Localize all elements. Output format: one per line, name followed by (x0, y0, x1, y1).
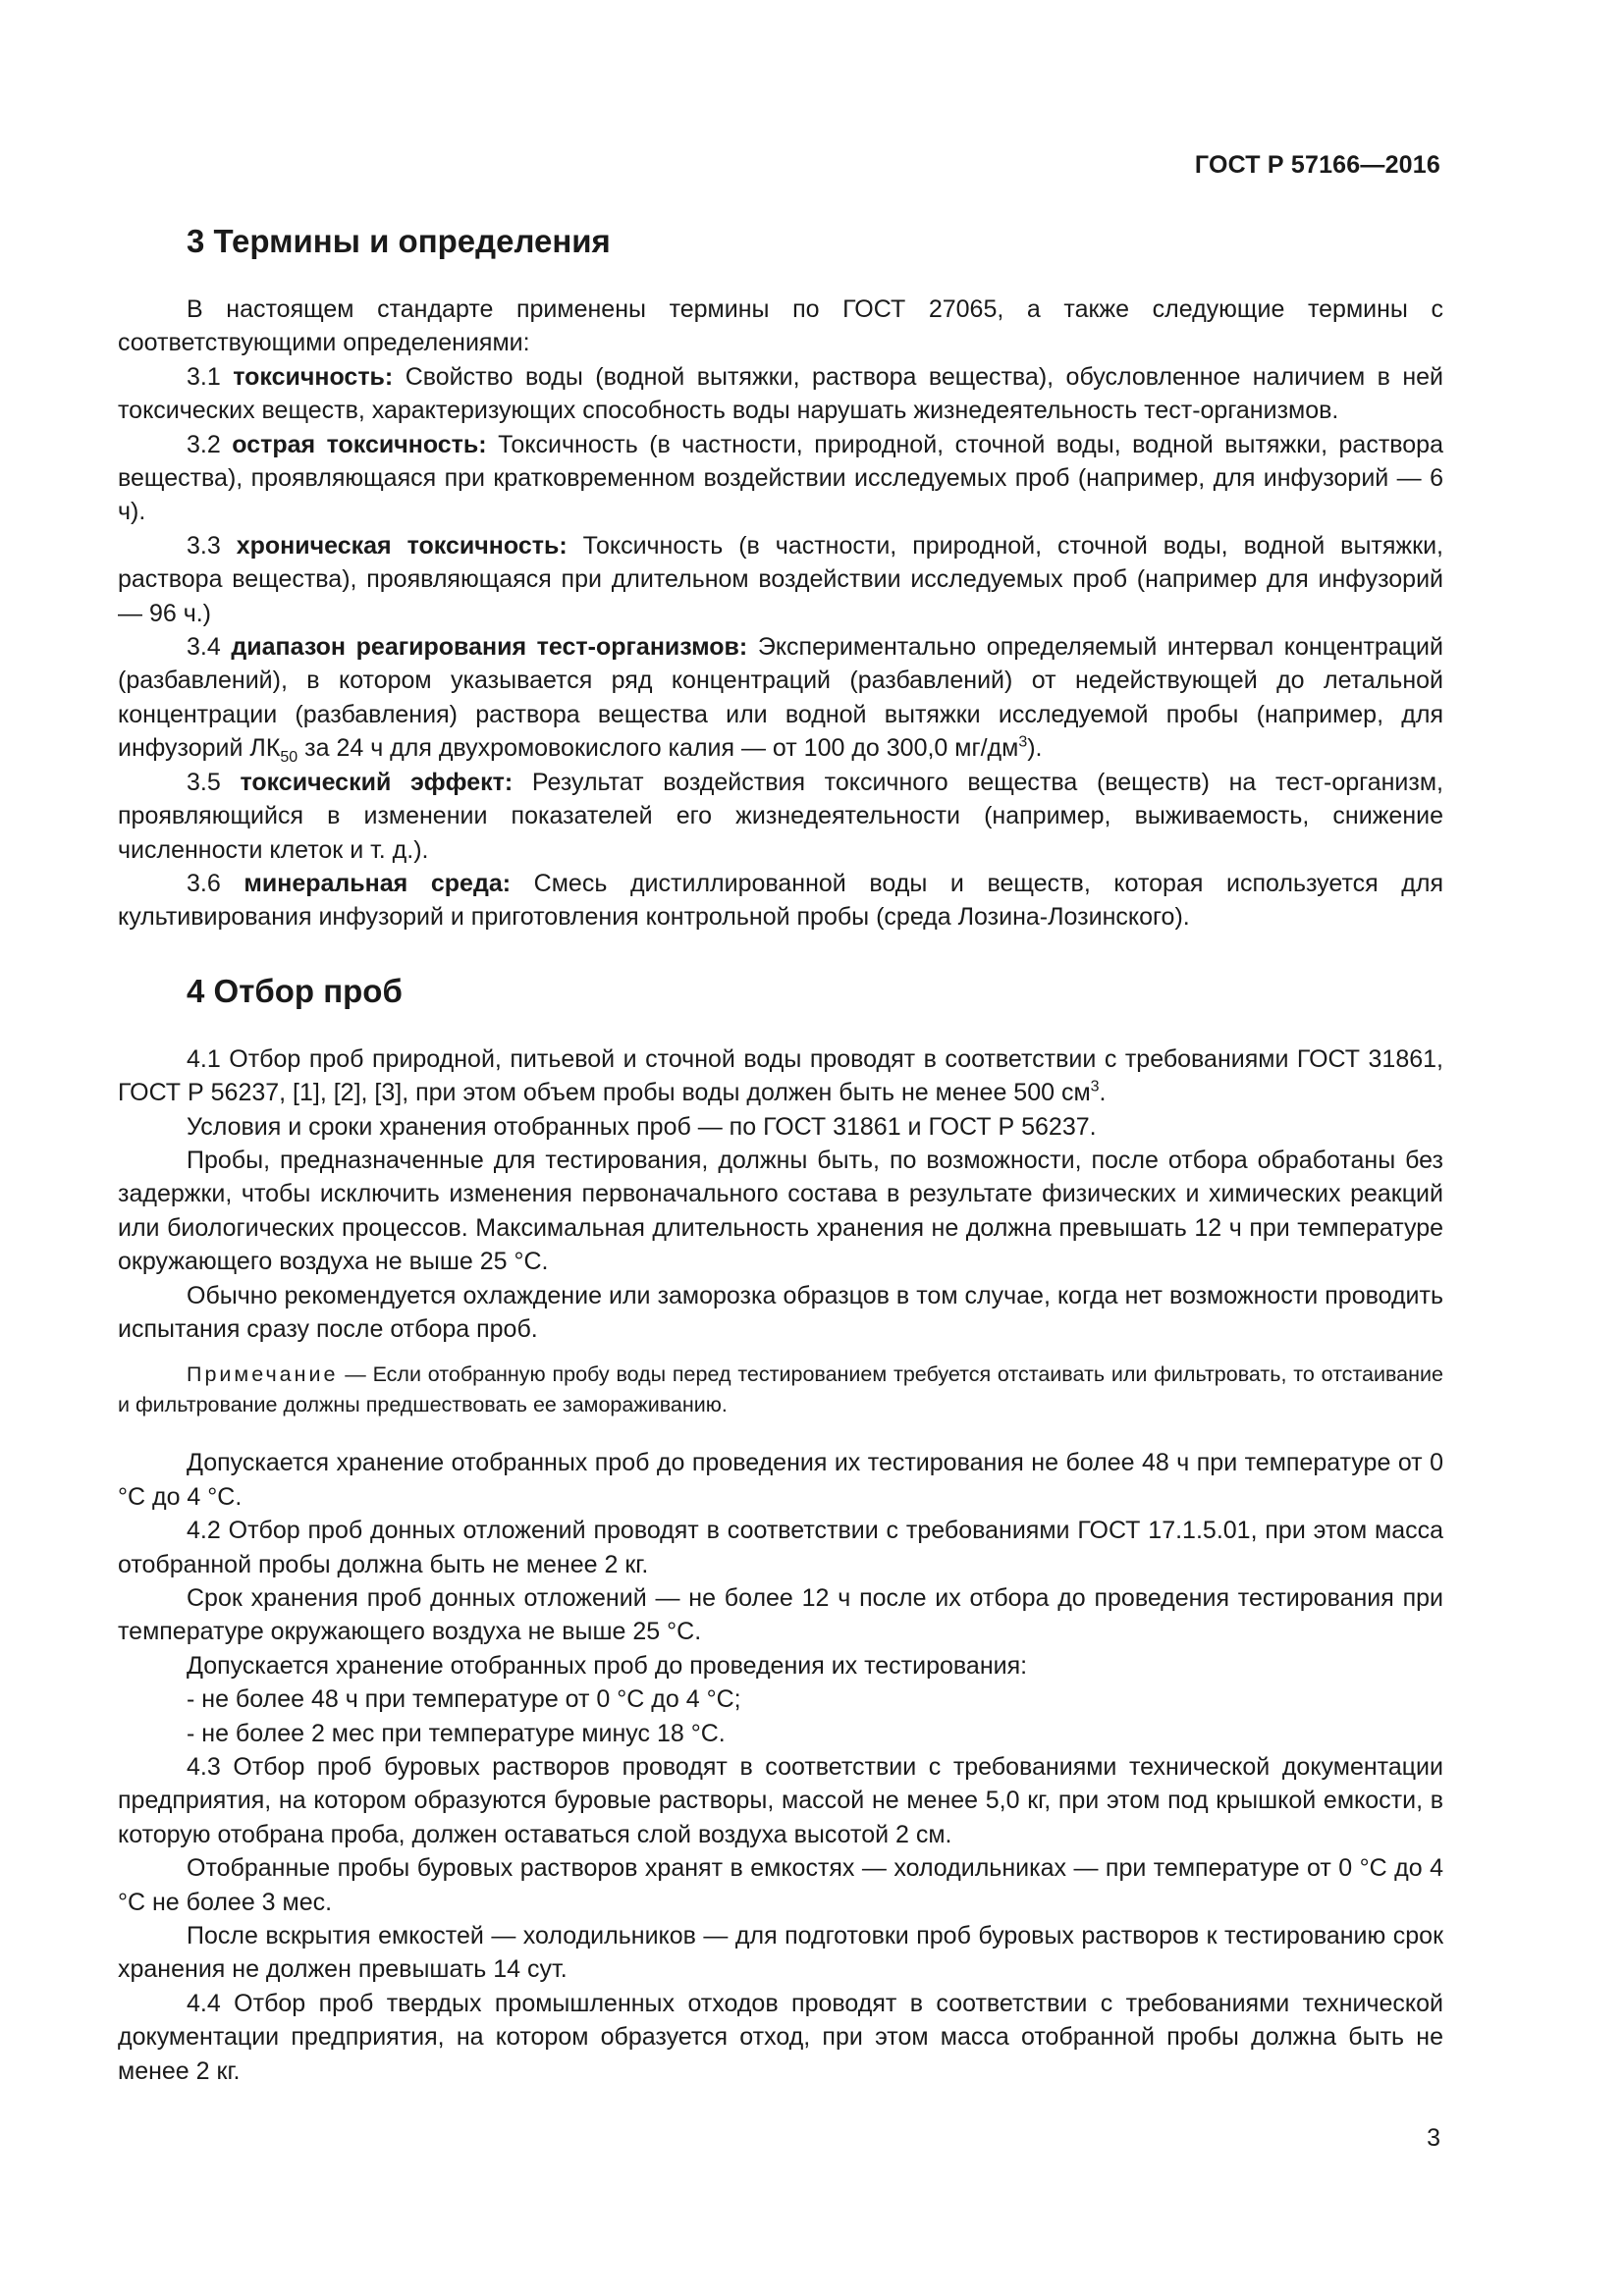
term-name: токсический эффект: (240, 768, 514, 796)
term-definition: Токсичность (в частности, природной, сточной воды, водной вытяжки, раствора вещества), проявляющаяся при кратковременном воздействии исследуемых проб (например, для инфузорий — 6 ч). (118, 430, 1443, 526)
term-definition-end: ). (1027, 734, 1043, 763)
paragraph-allowed-48h: Допускается хранение отобранных проб до проведения их тестирования не более 48 ч при температуре от 0 °С до 4 °С. (118, 1449, 1443, 1511)
term-definition: Свойство воды (водной вытяжки, раствора вещества), обусловленное наличием в ней токсических веществ, характеризующих способность воды нарушать жизнедеятельность тест-организмов. (118, 362, 1443, 425)
term-number: 3.4 (187, 633, 232, 662)
paragraph-text: 4.1 Отбор проб природной, питьевой и сточной воды проводят в соответствии с требованиями ГОСТ 31861, ГОСТ Р 56237, [1], [2], [3], при этом объем пробы воды должен быть не менее 500 см (118, 1044, 1443, 1107)
term-3-4 (118, 630, 1443, 766)
term-name: хроническая токсичность: (236, 531, 568, 560)
term-name: токсичность: (233, 362, 394, 391)
term-definition-cont: за 24 ч для двухромовокислого калия — от 100 до 300,0 мг/дм (298, 734, 1019, 763)
paragraph-samples-processing: Пробы, предназначенные для тестирования, должны быть, по возможности, после отбора обработаны без задержки, чтобы исключить изменения первоначального состава в результате физических и химических реакций или биологических процессов. Максимальная длительность хранения не должна превышать 12 ч при температуре окружающего воздуха не выше 25 °С. (118, 1146, 1443, 1276)
term-3-3 (118, 529, 1443, 630)
document-code: ГОСТ Р 57166—2016 (1194, 151, 1440, 179)
page-number: 3 (1427, 2124, 1440, 2152)
paragraph-storage-conditions: Условия и сроки хранения отобранных проб — по ГОСТ 31861 и ГОСТ Р 56237. (187, 1112, 1097, 1141)
note-text: — Если отобранную пробу воды перед тестированием требуется отстаивать или фильтровать, то отстаивание и фильтрование должны предшествовать ее замораживанию. (118, 1362, 1443, 1417)
superscript: 3 (1018, 733, 1028, 751)
paragraph-4-2: 4.2 Отбор проб донных отложений проводят в соответствии с требованиями ГОСТ 17.1.5.01, при этом масса отобранной пробы должна быть не менее 2 кг. (118, 1517, 1443, 1578)
term-3-1 (118, 360, 1443, 428)
term-definition: Токсичность (в частности, природной, сточной воды, водной вытяжки, раствора вещества), проявляющаяся при длительном воздействии исследуемых проб (например для инфузорий — 96 ч.) (118, 531, 1443, 627)
term-name: диапазон реагирования тест-организмов: (231, 633, 748, 662)
term-number: 3.3 (187, 531, 237, 560)
paragraph-4-3: 4.3 Отбор проб буровых растворов проводят в соответствии с требованиями технической документации предприятия, на котором образуются буровые растворы, массой не менее 5,0 кг, при этом под крышкой емкости, в которую отобрана проба, должен оставаться слой воздуха высотой 2 см. (118, 1753, 1443, 1848)
term-number: 3.2 (187, 430, 233, 458)
paragraph-4-4: 4.4 Отбор проб твердых промышленных отходов проводят в соответствии с требованиями технической документации предприятия, на котором образуется отход, при этом масса отобранной пробы должна быть не менее 2 кг. (118, 1989, 1443, 2085)
term-3-6 (118, 867, 1443, 934)
term-definition: Экспериментально определяемый интервал концентраций (разбавлений), в котором указывается ряд концентраций (разбавлений) от недействующей до летальной концентрации (разбавления) раствора вещества или водной вытяжки исследуемой пробы (например, для инфузорий ЛК (118, 633, 1443, 763)
term-name: минеральная среда: (244, 869, 512, 897)
paragraph-text-end: . (1099, 1079, 1107, 1107)
term-definition: Результат воздействия токсичного вещества (веществ) на тест-организм, проявляющийся в изменении показателей его жизнедеятельности (например, выживаемость, снижение численности клеток и т. д.). (118, 768, 1443, 864)
superscript: 3 (1090, 1078, 1100, 1095)
term-definition: Смесь дистиллированной воды и веществ, которая используется для культивирования инфузорий и приготовления контрольной пробы (среда Лозина-Лозинского). (118, 869, 1443, 932)
paragraph-drill-storage: Отобранные пробы буровых растворов хранят в емкостях — холодильниках — при температуре от 0 °С до 4 °С не более 3 мес. (118, 1854, 1443, 1916)
note-label: Примечание (187, 1362, 339, 1387)
paragraph-cooling: Обычно рекомендуется охлаждение или заморозка образцов в том случае, когда нет возможности проводить испытания сразу после отбора проб. (118, 1281, 1443, 1343)
term-3-5 (118, 766, 1443, 867)
list-item: - не более 2 мес при температуре минус 18 °С. (187, 1719, 726, 1747)
term-number: 3.1 (187, 362, 234, 391)
list-item: - не более 48 ч при температуре от 0 °С до 4 °С; (187, 1685, 741, 1714)
paragraph-allowed-storage: Допускается хранение отобранных проб до проведения их тестирования: (187, 1651, 1028, 1680)
subscript: 50 (280, 749, 298, 767)
section-3-title: 3 Термины и определения (187, 223, 611, 259)
section-3-intro: В настоящем стандарте применены термины по ГОСТ 27065, а также следующие термины с соответствующими определениями: (118, 295, 1443, 357)
note (118, 1360, 1443, 1420)
paragraph-4-1 (118, 1042, 1443, 1110)
section-4-title: 4 Отбор проб (187, 972, 403, 1009)
page-content (118, 218, 1443, 2088)
paragraph-sediment-term: Срок хранения проб донных отложений — не более 12 ч после их отбора до проведения тестирования при температуре окружающего воздуха не выше 25 °С. (118, 1584, 1443, 1646)
term-name: острая токсичность: (232, 430, 487, 458)
term-number: 3.6 (187, 869, 244, 897)
paragraph-drill-opening: После вскрытия емкостей — холодильников — для подготовки проб буровых растворов к тестированию срок хранения не должен превышать 14 сут. (118, 1922, 1443, 1984)
term-number: 3.5 (187, 768, 241, 796)
term-3-2 (118, 428, 1443, 529)
